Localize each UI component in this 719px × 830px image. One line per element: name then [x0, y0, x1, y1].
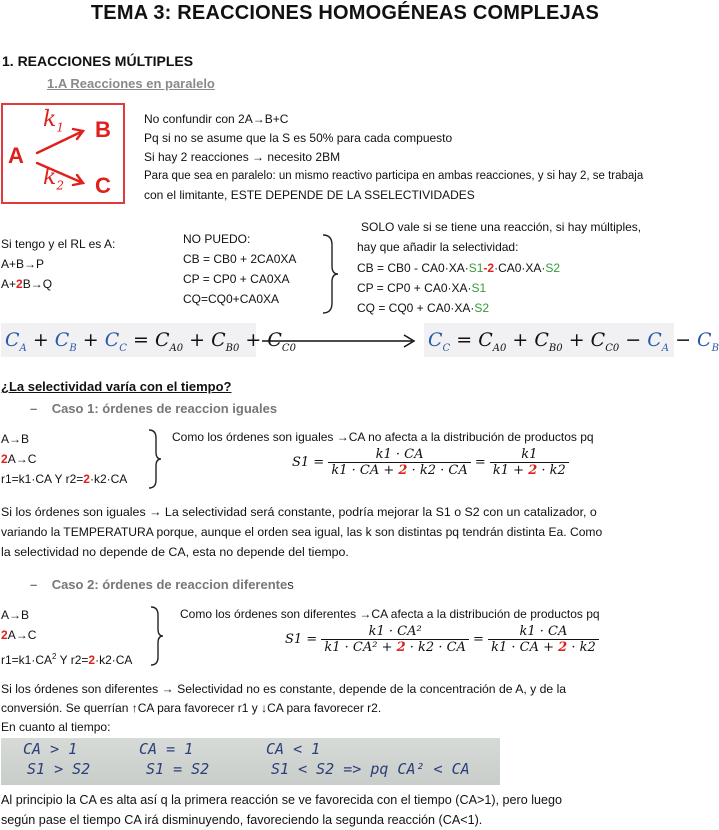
note-4: Para que sea en paralelo: un mismo reactivo participa en ambas reacciones, y si hay 2, se trabaja — [144, 170, 644, 182]
handwritten-notes-image — [1, 738, 500, 785]
hand-ca-lt-1: CA < 1 — [266, 740, 321, 758]
rl-reaction-1: A+B→P — [1, 257, 45, 271]
rate-constant-k1: $k_1$ — [43, 107, 64, 135]
case-1-reaction-2: 2A→C — [1, 452, 37, 466]
species-a-label: A — [8, 143, 24, 168]
solo-line-1: SOLO vale si se tiene una reacción, si hay múltiples, — [361, 220, 642, 234]
case-2-rates: $r1=k1\cdot CA^2$ Y r2=2·k2·CA — [1, 652, 133, 667]
case-1-paragraph-2: variando la TEMPERATURA porque, aunque el orden sea igual, las k son distintas pq tendrán distinta Ea. Como — [1, 525, 603, 539]
case-2-paragraph-1: Si los órdenes son diferentes → Selectividad no es constante, depende de la concentración de A, y de la — [1, 682, 567, 696]
page-title: TEMA 3: REACCIONES HOMOGÉNEAS COMPLEJAS — [90, 2, 600, 24]
rate-constant-k2: $k_2$ — [43, 165, 64, 193]
case-1-rates: r1=k1·CA Y r2=2·k2·CA — [1, 472, 128, 486]
brace-case-2 — [149, 605, 165, 667]
hand-s1-lt-s2: S1 < S2 => pq CA² < CA — [271, 760, 470, 778]
note-5: con el limitante, ESTE DEPENDE DE LA SSELECTIVIDADES — [144, 188, 475, 202]
note-1: No confundir con 2A→B+C — [144, 112, 289, 126]
arrow-right-icon — [260, 333, 420, 349]
nopuedo-cp: CP = CP0 + CA0XA — [183, 272, 290, 286]
solo-line-2: hay que añadir la selectividad: — [357, 240, 519, 254]
case-2-comment: Como los órdenes son diferentes →CA afecta a la distribución de productos pq — [180, 607, 600, 621]
final-paragraph-1: Al principio la CA es alta así q la primera reacción se ve favorecida con el tiempo (CA>1), pero luego — [1, 793, 563, 807]
nopuedo-cq: CQ=CQ0+CA0XA — [183, 292, 280, 306]
note-3: Si hay 2 reacciones → necesito 2BM — [144, 150, 341, 164]
brace-case-1 — [147, 428, 163, 490]
case-1-paragraph-3: la selectividad no depende de CA, esta no depende del tiempo. — [1, 545, 349, 559]
case-1-paragraph-1: Si los órdenes son iguales → La selectividad será constante, podría mejorar la S1 o S2 con un catalizador, o — [1, 505, 597, 519]
case-2-title: – Caso 2: órdenes de reaccion diferentes — [30, 577, 294, 592]
time-heading: En cuanto al tiempo: — [1, 720, 111, 734]
case-2-reaction-1: A→B — [1, 608, 30, 622]
case-1-comment: Como los órdenes son iguales →CA no afecta a la distribución de productos pq — [172, 430, 594, 444]
nopuedo-cb: CB = CB0 + 2CA0XA — [183, 252, 297, 266]
nopuedo-title: NO PUEDO: — [183, 232, 251, 246]
species-b-label: B — [95, 117, 111, 142]
solo-cq: CQ = CQ0 + CA0·XA·S2 — [357, 301, 490, 315]
final-paragraph-2: según pase el tiempo CA irá disminuyendo, favoreciendo la segunda reacción (CA<1). — [1, 813, 483, 827]
case-1-title: – Caso 1: órdenes de reaccion iguales — [30, 401, 278, 416]
case-2-paragraph-2: conversión. Se querrían ↑CA para favorecer r1 y ↓CA para favorecer r2. — [1, 701, 382, 715]
section-heading: 1. REACCIONES MÚLTIPLES — [2, 53, 194, 69]
case-1-reaction-1: A→B — [1, 432, 30, 446]
question-heading: ¿La selectividad varía con el tiempo? — [1, 379, 232, 394]
parallel-reaction-diagram — [1, 103, 125, 204]
note-2: Pq si no se asume que la S es 50% para cada compuesto — [144, 131, 453, 145]
case-2-reaction-2: 2A→C — [1, 628, 37, 642]
hand-ca-eq-1: CA = 1 — [139, 740, 194, 758]
subsection-heading: 1.A Reacciones en paralelo — [47, 76, 215, 91]
rl-reaction-2: A+2B→Q — [1, 277, 53, 291]
solo-cp: CP = CP0 + CA0·XA·S1 — [357, 281, 487, 295]
hand-ca-gt-1: CA > 1 — [23, 740, 78, 758]
rl-intro: Si tengo y el RL es A: — [1, 237, 116, 251]
species-c-label: C — [95, 173, 111, 198]
solo-cb: CB = CB0 - CA0·XA·S1-2·CA0·XA·S2 — [357, 261, 561, 275]
case-1-selectivity-formula: S1 = $\frac{k1 \cdot CA}{k1 \cdot CA + 2 \cdot k2 \cdot CA}$ = $\frac{k1}{k1 + 2 \cdot k2}$ — [292, 447, 569, 478]
mass-balance-equation: $C_A + C_B + C_C = C_{A0} + C_{B0} + C_{C0}$ — [1, 323, 256, 357]
hand-s1-gt-s2: S1 > S2 — [27, 760, 91, 778]
brace-right — [320, 233, 340, 315]
hand-s1-eq-s2: S1 = S2 — [146, 760, 210, 778]
cc-equation: $C_C = C_{A0} + C_{B0} + C_{C0} - C_A - C_B$ — [424, 323, 674, 357]
case-2-selectivity-formula: S1 = $\frac{\text{k1 · CA²}}{\text{k1 · CA² + 2 · k2 · CA}}$ = $\frac{k1 \cdot CA}{k1 \cdot CA + 2 \cdot k2}$ — [285, 624, 599, 655]
